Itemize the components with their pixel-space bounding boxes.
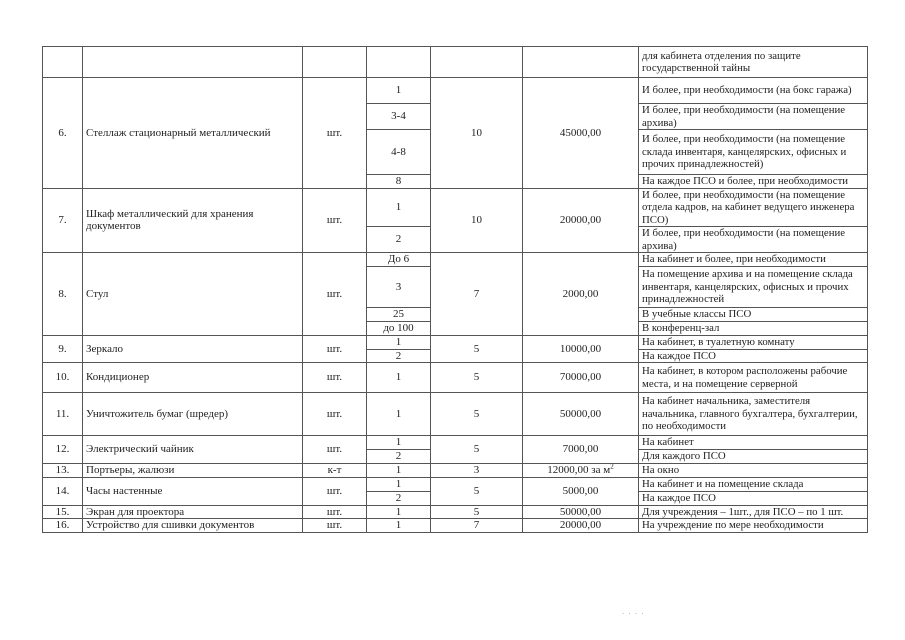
price-unit-superscript: 2 — [610, 463, 614, 471]
row-number: 9. — [43, 335, 83, 363]
item-note: И более, при необходимости (на помещение отдела кадров, на кабинет ведущего инженера ПСО) — [639, 188, 868, 227]
price-value: 50000,00 — [559, 407, 602, 420]
price-value: 45000,00 — [559, 126, 602, 139]
item-quantity: 2 — [367, 491, 431, 505]
item-note: На кабинет — [639, 436, 868, 450]
price-value: 50000,00 — [559, 505, 602, 518]
service-life-years: 5 — [431, 436, 523, 464]
service-life-years: 10 — [431, 78, 523, 189]
item-quantity: 2 — [367, 349, 431, 363]
item-name: Устройство для сшивки документов — [83, 519, 303, 533]
empty-cell — [43, 47, 83, 78]
table-row — [43, 253, 868, 267]
table-row — [43, 188, 868, 227]
item-quantity: 3 — [367, 267, 431, 308]
item-quantity: 1 — [367, 335, 431, 349]
table-row — [43, 78, 868, 104]
item-quantity: До 6 — [367, 253, 431, 267]
price-value: 20000,00 — [559, 214, 602, 226]
table-body — [43, 47, 868, 533]
document-page — [42, 46, 868, 533]
item-quantity: 1 — [367, 188, 431, 227]
row-number: 15. — [43, 505, 83, 519]
item-note: На каждое ПСО и более, при необходимости — [639, 175, 868, 189]
item-unit: шт. — [303, 519, 367, 533]
item-name: Уничтожитель бумаг (шредер) — [83, 393, 303, 436]
item-price — [523, 464, 639, 478]
service-life-years: 5 — [431, 505, 523, 519]
item-quantity: 1 — [367, 519, 431, 533]
item-unit: шт. — [303, 253, 367, 336]
item-quantity: 8 — [367, 175, 431, 189]
empty-cell — [367, 47, 431, 78]
row-number: 13. — [43, 464, 83, 478]
item-note: И более, при необходимости (на помещение архива) — [639, 104, 868, 130]
item-quantity: 4-8 — [367, 130, 431, 175]
item-name: Часы настенные — [83, 477, 303, 505]
row-number: 14. — [43, 477, 83, 505]
service-life-years: 3 — [431, 464, 523, 478]
item-note: На кабинет начальника, заместителя начальника, главного бухгалтера, бухгалтерии, по необходимости — [639, 393, 868, 436]
item-note: В учебные классы ПСО — [639, 308, 868, 322]
continuation-row — [43, 47, 868, 78]
row-number: 10. — [43, 363, 83, 393]
row-number: 16. — [43, 519, 83, 533]
item-price — [523, 363, 639, 393]
equipment-norms-table — [42, 46, 868, 533]
item-unit: шт. — [303, 363, 367, 393]
item-price — [523, 393, 639, 436]
item-price — [523, 78, 639, 189]
item-name: Стеллаж стационарный металлический — [83, 78, 303, 189]
item-note: Для учреждения – 1шт., для ПСО – по 1 шт. — [639, 505, 868, 519]
item-note: На кабинет, в котором расположены рабочие места, и на помещение серверной — [639, 363, 868, 393]
item-note: И более, при необходимости (на помещение архива) — [639, 227, 868, 253]
price-value: 20000,00 — [559, 519, 602, 531]
item-price — [523, 519, 639, 533]
item-quantity: 1 — [367, 363, 431, 393]
price-value: 10000,00 — [559, 342, 602, 355]
price-value: 12000,00 за м — [547, 464, 611, 476]
service-life-years: 10 — [431, 188, 523, 253]
service-life-years: 5 — [431, 477, 523, 505]
item-note: На кабинет и более, при необходимости — [639, 253, 868, 267]
item-note: На кабинет и на помещение склада — [639, 477, 868, 491]
item-price — [523, 436, 639, 464]
table-row — [43, 477, 868, 491]
item-name: Кондиционер — [83, 363, 303, 393]
item-note: В конференц-зал — [639, 321, 868, 335]
item-note: На окно — [639, 464, 868, 478]
item-note: На каждое ПСО — [639, 349, 868, 363]
item-price — [523, 505, 639, 519]
item-unit: шт. — [303, 436, 367, 464]
item-quantity: 1 — [367, 505, 431, 519]
item-quantity: 1 — [367, 393, 431, 436]
item-quantity: 1 — [367, 436, 431, 450]
row-number: 6. — [43, 78, 83, 189]
item-note: Для каждого ПСО — [639, 450, 868, 464]
empty-cell — [303, 47, 367, 78]
price-value: 70000,00 — [559, 371, 602, 384]
item-unit: шт. — [303, 78, 367, 189]
item-quantity: до 100 — [367, 321, 431, 335]
item-name: Стул — [83, 253, 303, 336]
item-quantity: 1 — [367, 464, 431, 478]
price-value: 7000,00 — [562, 443, 599, 456]
item-note: И более, при необходимости (на бокс гаража) — [639, 78, 868, 104]
item-name: Шкаф металлический для хранения документов — [83, 188, 303, 253]
row-number: 12. — [43, 436, 83, 464]
empty-cell — [431, 47, 523, 78]
item-name: Зеркало — [83, 335, 303, 363]
service-life-years: 5 — [431, 393, 523, 436]
item-quantity: 25 — [367, 308, 431, 322]
item-note: На помещение архива и на помещение склада инвентаря, канцелярских, офисных и прочих принадлежностей — [639, 267, 868, 308]
item-unit: шт. — [303, 505, 367, 519]
item-price — [523, 188, 639, 253]
item-price — [523, 335, 639, 363]
item-quantity: 2 — [367, 450, 431, 464]
item-quantity: 3-4 — [367, 104, 431, 130]
item-name: Экран для проектора — [83, 505, 303, 519]
item-note: На кабинет, в туалетную комнату — [639, 335, 868, 349]
item-note: На учреждение по мере необходимости — [639, 519, 868, 533]
item-name: Портьеры, жалюзи — [83, 464, 303, 478]
item-unit: шт. — [303, 393, 367, 436]
service-life-years: 7 — [431, 253, 523, 336]
continuation-note: для кабинета отделения по защите государственной тайны — [639, 47, 868, 78]
table-row — [43, 436, 868, 450]
price-value: 2000,00 — [562, 287, 599, 300]
row-number: 8. — [43, 253, 83, 336]
item-quantity: 1 — [367, 477, 431, 491]
item-price — [523, 253, 639, 336]
item-price — [523, 477, 639, 505]
table-row — [43, 464, 868, 478]
item-unit: к-т — [303, 464, 367, 478]
empty-cell — [523, 47, 639, 78]
item-quantity: 1 — [367, 78, 431, 104]
page-footer-mark: · · · · — [622, 610, 645, 618]
item-name: Электрический чайник — [83, 436, 303, 464]
item-unit: шт. — [303, 335, 367, 363]
table-row — [43, 335, 868, 349]
row-number: 11. — [43, 393, 83, 436]
item-unit: шт. — [303, 477, 367, 505]
service-life-years: 5 — [431, 363, 523, 393]
table-row — [43, 393, 868, 436]
table-row — [43, 505, 868, 519]
item-unit: шт. — [303, 188, 367, 253]
price-value: 5000,00 — [562, 484, 599, 497]
row-number: 7. — [43, 188, 83, 253]
table-row — [43, 363, 868, 393]
empty-cell — [83, 47, 303, 78]
item-note: И более, при необходимости (на помещение склада инвентаря, канцелярских, офисных и прочих принадлежностей) — [639, 130, 868, 175]
item-note: На каждое ПСО — [639, 491, 868, 505]
table-row — [43, 519, 868, 533]
service-life-years: 7 — [431, 519, 523, 533]
service-life-years: 5 — [431, 335, 523, 363]
item-quantity: 2 — [367, 227, 431, 253]
